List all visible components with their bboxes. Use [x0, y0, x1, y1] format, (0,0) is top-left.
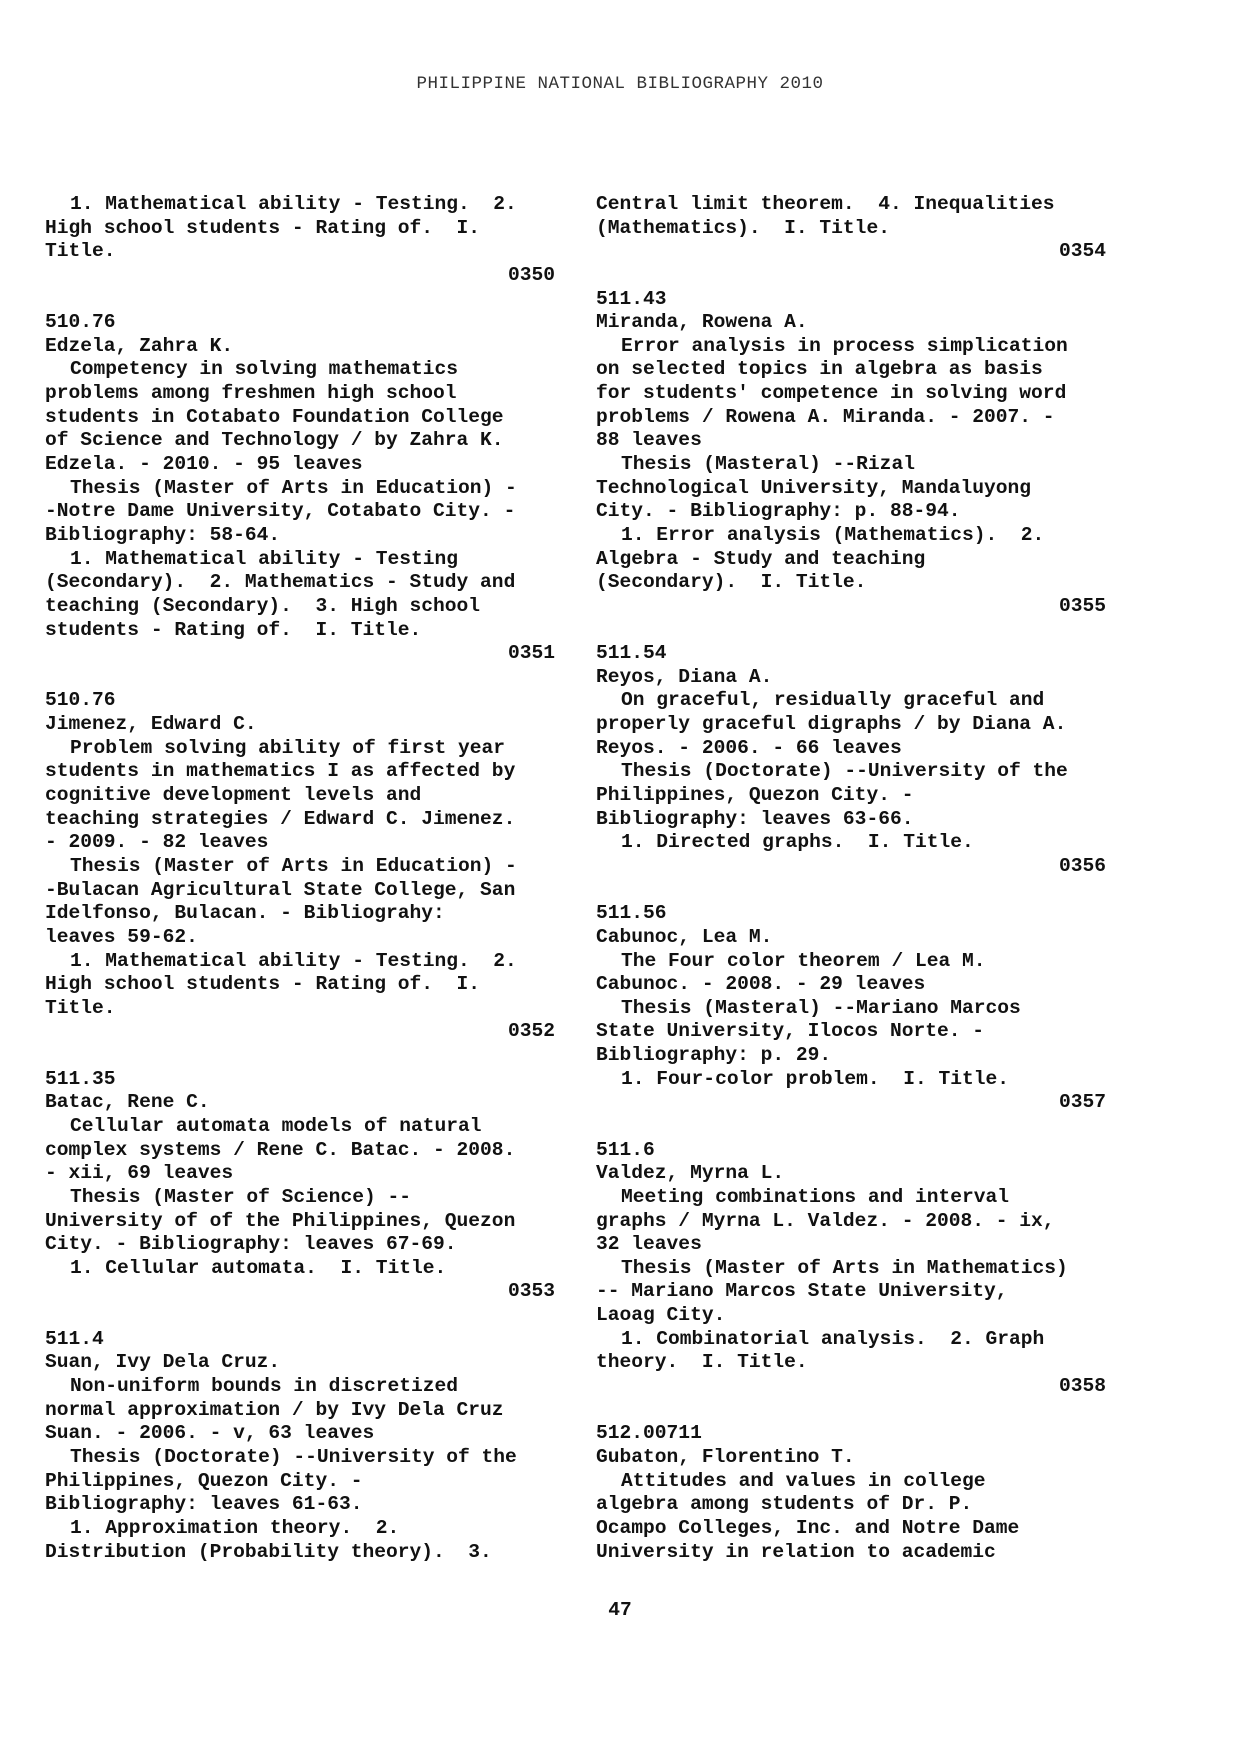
entry-line: Philippines, Quezon City. -: [45, 1469, 363, 1492]
page-number: 47: [608, 1599, 632, 1621]
entry-line: Title.: [45, 240, 116, 263]
entry-line: - xii, 69 leaves: [45, 1162, 234, 1185]
entry-line: 511.56: [596, 902, 667, 925]
entry-number: 0354: [1058, 240, 1106, 263]
entry-line: Batac, Rene C.: [45, 1091, 210, 1114]
entry-line: teaching (Secondary). 3. High school: [45, 594, 481, 617]
entry-gap: [45, 1044, 555, 1068]
entry-number: 0355: [1058, 594, 1106, 617]
entry-gap: [596, 1115, 1106, 1139]
entry-number: 0357: [1058, 1091, 1106, 1114]
entry-number: 0352: [507, 1020, 555, 1043]
entry-line: Bibliography: 58-64.: [45, 523, 281, 546]
entry-line: State University, Ilocos Norte. -: [596, 1020, 985, 1043]
bibliography-entry: [596, 288, 1106, 643]
entry-line: University of of the Philippines, Quezon: [45, 1209, 516, 1232]
bibliography-entry: [596, 642, 1106, 902]
entry-line: Thesis (Master of Arts in Mathematics): [621, 1256, 1068, 1279]
entry-line: City. - Bibliography: p. 88-94.: [596, 500, 961, 523]
bibliography-entry: [596, 1139, 1106, 1423]
entry-line: Jimenez, Edward C.: [45, 713, 257, 736]
entry-line: of Science and Technology / by Zahra K.: [45, 429, 504, 452]
entry-line: normal approximation / by Ivy Dela Cruz: [45, 1398, 504, 1421]
entry-line: 1. Combinatorial analysis. 2. Graph: [621, 1327, 1045, 1350]
bibliography-entry: [596, 1422, 1106, 1564]
entry-line: Thesis (Masteral) --Rizal: [621, 453, 915, 476]
entry-line: on selected topics in algebra as basis: [596, 358, 1043, 381]
entry-line: Bibliography: p. 29.: [596, 1044, 832, 1067]
entry-line: Bibliography: leaves 61-63.: [45, 1493, 363, 1516]
entry-line: Technological University, Mandaluyong: [596, 476, 1032, 499]
entry-line: Edzela. - 2010. - 95 leaves: [45, 453, 363, 476]
entry-gap: [45, 288, 555, 312]
page-header: PHILIPPINE NATIONAL BIBLIOGRAPHY 2010: [416, 74, 824, 94]
right-column: [596, 193, 1106, 1564]
entry-line: problems / Rowena A. Miranda. - 2007. -: [596, 405, 1055, 428]
entry-line: Central limit theorem. 4. Inequalities: [596, 193, 1055, 215]
entry-line: 1. Directed graphs. I. Title.: [621, 831, 974, 854]
entry-line: (Mathematics). I. Title.: [596, 216, 890, 239]
entry-line: Error analysis in process simplication: [621, 334, 1068, 357]
entry-line: properly graceful digraphs / by Diana A.: [596, 713, 1067, 736]
entry-line: Reyos. - 2006. - 66 leaves: [596, 736, 902, 759]
entry-line: Thesis (Master of Arts in Education) -: [70, 476, 517, 499]
entry-line: 511.43: [596, 287, 667, 310]
bibliography-entry: [45, 1068, 555, 1328]
entry-line: problems among freshmen high school: [45, 382, 457, 405]
entry-line: Thesis (Masteral) --Mariano Marcos: [621, 996, 1021, 1019]
entry-line: Idelfonso, Bulacan. - Bibliograhy:: [45, 902, 445, 925]
entry-line: 511.54: [596, 642, 667, 665]
entry-line: (Secondary). 2. Mathematics - Study and: [45, 571, 516, 594]
entry-line: Thesis (Master of Arts in Education) -: [70, 854, 517, 877]
bibliography-entry: [45, 1328, 555, 1564]
entry-line: On graceful, residually graceful and: [621, 689, 1045, 712]
entry-line: Reyos, Diana A.: [596, 665, 773, 688]
entry-line: Bibliography: leaves 63-66.: [596, 807, 914, 830]
entry-line: 1. Approximation theory. 2.: [70, 1516, 400, 1539]
entry-line: Cabunoc. - 2008. - 29 leaves: [596, 973, 926, 996]
entry-line: Ocampo Colleges, Inc. and Notre Dame: [596, 1516, 1020, 1539]
entry-line: Cellular automata models of natural: [70, 1114, 482, 1137]
entry-line: Meeting combinations and interval: [621, 1185, 1010, 1208]
entry-line: 511.35: [45, 1067, 116, 1090]
entry-line: -- Mariano Marcos State University,: [596, 1280, 1008, 1303]
entry-line: Gubaton, Florentino T.: [596, 1445, 855, 1468]
entry-gap: [596, 1399, 1106, 1423]
bibliography-entry: [596, 193, 1106, 288]
entry-number: 0353: [507, 1280, 555, 1303]
entry-line: -Bulacan Agricultural State College, San: [45, 878, 516, 901]
entry-line: City. - Bibliography: leaves 67-69.: [45, 1233, 457, 1256]
entry-gap: [596, 879, 1106, 903]
entry-gap: [45, 1304, 555, 1328]
entry-line: complex systems / Rene C. Batac. - 2008.: [45, 1138, 516, 1161]
entry-line: 511.6: [596, 1138, 655, 1161]
entry-line: Philippines, Quezon City. -: [596, 784, 914, 807]
entry-line: Suan. - 2006. - v, 63 leaves: [45, 1422, 375, 1445]
entry-line: Cabunoc, Lea M.: [596, 925, 773, 948]
bibliography-entry: [596, 902, 1106, 1138]
entry-line: Laoag City.: [596, 1304, 726, 1327]
entry-line: 88 leaves: [596, 429, 702, 452]
entry-gap: [596, 619, 1106, 643]
entry-line: 510.76: [45, 311, 116, 334]
left-column: [45, 193, 555, 1564]
entry-line: The Four color theorem / Lea M.: [621, 949, 986, 972]
entry-line: 1. Cellular automata. I. Title.: [70, 1256, 447, 1279]
entry-line: University in relation to academic: [596, 1540, 996, 1563]
entry-number: 0350: [507, 263, 555, 286]
entry-line: 1. Mathematical ability - Testing. 2.: [70, 193, 517, 215]
entry-line: -Notre Dame University, Cotabato City. -: [45, 500, 516, 523]
entry-line: algebra among students of Dr. P.: [596, 1493, 973, 1516]
entry-line: cognitive development levels and: [45, 784, 422, 807]
entry-line: 1. Mathematical ability - Testing. 2.: [70, 949, 517, 972]
entry-line: students - Rating of. I. Title.: [45, 618, 422, 641]
entry-line: 512.00711: [596, 1422, 702, 1445]
entry-line: theory. I. Title.: [596, 1351, 808, 1374]
entry-line: (Secondary). I. Title.: [596, 571, 867, 594]
entry-line: Algebra - Study and teaching: [596, 547, 926, 570]
bibliography-entry: [45, 689, 555, 1067]
entry-number: 0351: [507, 642, 555, 665]
entry-line: Valdez, Myrna L.: [596, 1162, 785, 1185]
entry-line: teaching strategies / Edward C. Jimenez.: [45, 807, 516, 830]
bibliography-entry: [45, 193, 555, 311]
entry-line: leaves 59-62.: [45, 925, 198, 948]
entry-line: Suan, Ivy Dela Cruz.: [45, 1351, 281, 1374]
entry-line: 1. Error analysis (Mathematics). 2.: [621, 523, 1045, 546]
entry-line: Thesis (Master of Science) --: [70, 1185, 411, 1208]
entry-line: Miranda, Rowena A.: [596, 311, 808, 334]
entry-number: 0356: [1058, 854, 1106, 877]
entry-line: 511.4: [45, 1327, 104, 1350]
entry-line: Thesis (Doctorate) --University of the: [621, 760, 1068, 783]
entry-line: for students' competence in solving word: [596, 382, 1067, 405]
entry-line: Thesis (Doctorate) --University of the: [70, 1445, 517, 1468]
entry-line: 32 leaves: [596, 1233, 702, 1256]
entry-line: Attitudes and values in college: [621, 1469, 986, 1492]
entry-line: Non-uniform bounds in discretized: [70, 1375, 459, 1398]
entry-line: Distribution (Probability theory). 3.: [45, 1540, 492, 1563]
entry-line: Edzela, Zahra K.: [45, 334, 234, 357]
entry-line: Problem solving ability of first year: [70, 736, 506, 759]
entry-number: 0358: [1058, 1375, 1106, 1398]
entry-line: Competency in solving mathematics: [70, 358, 459, 381]
entry-line: students in mathematics I as affected by: [45, 760, 516, 783]
entry-line: Title.: [45, 996, 116, 1019]
entry-line: 510.76: [45, 689, 116, 712]
bibliography-entry: [45, 311, 555, 689]
entry-line: - 2009. - 82 leaves: [45, 831, 269, 854]
entry-gap: [596, 264, 1106, 288]
entry-line: 1. Four-color problem. I. Title.: [621, 1067, 1010, 1090]
entry-line: High school students - Rating of. I.: [45, 216, 481, 239]
entry-line: 1. Mathematical ability - Testing: [70, 547, 459, 570]
entry-gap: [45, 666, 555, 690]
entry-line: graphs / Myrna L. Valdez. - 2008. - ix,: [596, 1209, 1055, 1232]
entry-line: students in Cotabato Foundation College: [45, 405, 504, 428]
entry-line: High school students - Rating of. I.: [45, 973, 481, 996]
